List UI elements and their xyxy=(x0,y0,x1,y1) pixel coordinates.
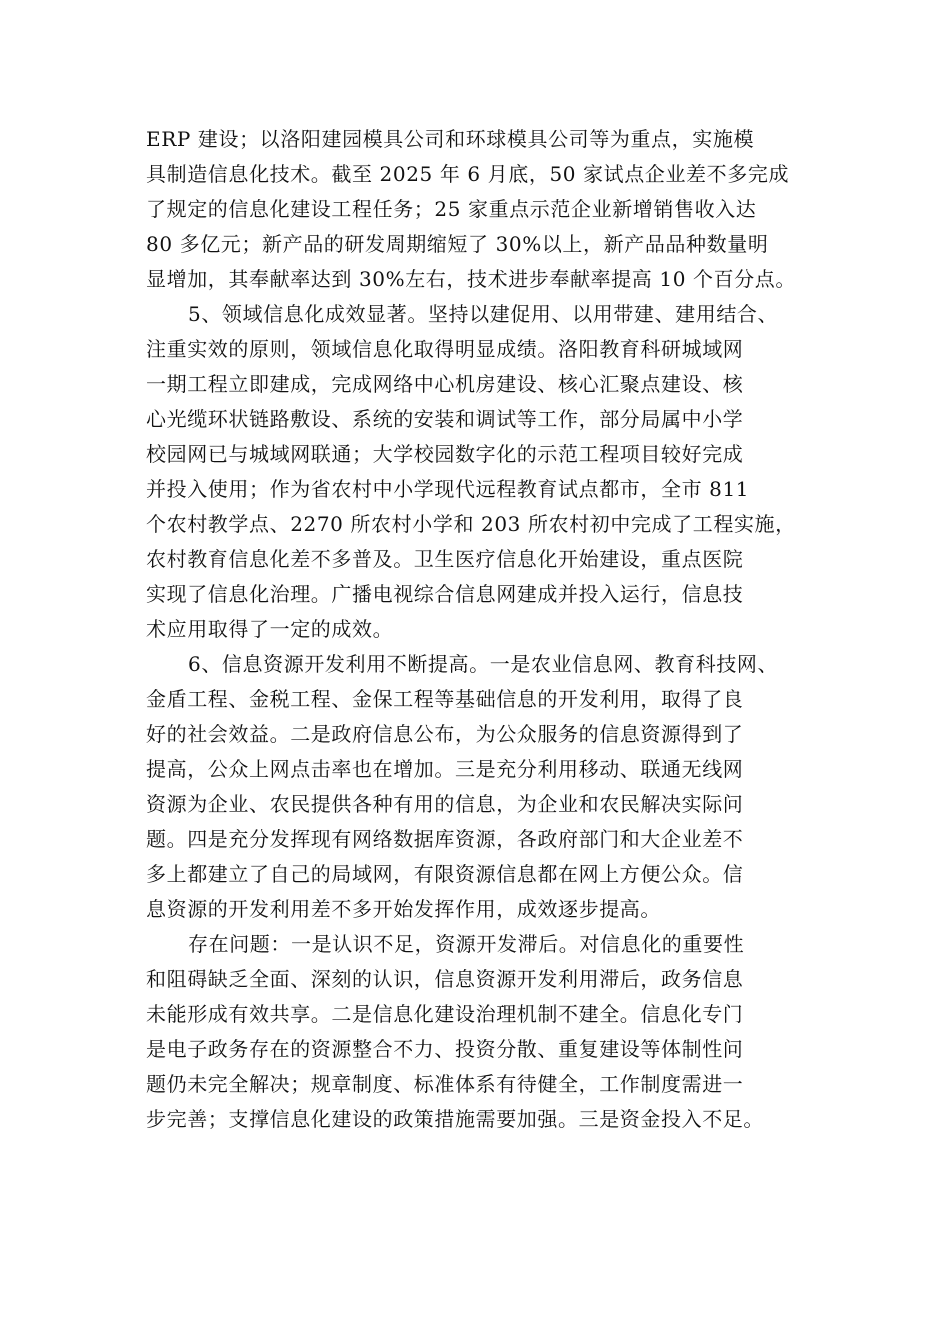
text-line: 80 多亿元；新产品的研发周期缩短了 30%以上，新产品品种数量明 xyxy=(146,232,769,256)
text-line: 心光缆环状链路敷设、系统的安装和调试等工作，部分局属中小学 xyxy=(146,407,744,431)
text-line: ERP 建设；以洛阳建园模具公司和环球模具公司等为重点，实施模 xyxy=(146,127,755,151)
paragraph-start-line: 5、领域信息化成效显著。坚持以建促用、以用带建、建用结合、 xyxy=(188,302,779,326)
text-line: 息资源的开发利用差不多开始发挥作用，成效逐步提高。 xyxy=(146,897,661,921)
text-line: 题。四是充分发挥现有网络数据库资源，各政府部门和大企业差不 xyxy=(146,827,744,851)
text-line: 校园网已与城域网联通；大学校园数字化的示范工程项目较好完成 xyxy=(146,442,744,466)
text-line: 资源为企业、农民提供各种有用的信息，为企业和农民解决实际问 xyxy=(146,792,744,816)
text-line: 实现了信息化治理。广播电视综合信息网建成并投入运行，信息技 xyxy=(146,582,744,606)
text-line: 显增加，其奉献率达到 30%左右，技术进步奉献率提高 10 个百分点。 xyxy=(146,267,796,291)
text-line: 个农村教学点、2270 所农村小学和 203 所农村初中完成了工程实施， xyxy=(146,512,796,536)
text-line: 金盾工程、金税工程、金保工程等基础信息的开发利用，取得了良 xyxy=(146,687,744,711)
text-line: 未能形成有效共享。二是信息化建设治理机制不建全。信息化专门 xyxy=(146,1002,744,1026)
paragraph-start-line: 存在问题：一是认识不足，资源开发滞后。对信息化的重要性 xyxy=(188,932,745,956)
text-line: 多上都建立了自己的局域网，有限资源信息都在网上方便公众。信 xyxy=(146,862,744,886)
text-line: 并投入使用；作为省农村中小学现代远程教育试点都市，全市 811 xyxy=(146,477,750,501)
text-line: 和阻碍缺乏全面、深刻的认识，信息资源开发利用滞后，政务信息 xyxy=(146,967,744,991)
body-text xyxy=(146,122,826,1137)
text-line: 步完善；支撑信息化建设的政策措施需要加强。三是资金投入不足。 xyxy=(146,1107,764,1131)
text-line: 具制造信息化技术。截至 2025 年 6 月底，50 家试点企业差不多完成 xyxy=(146,162,790,186)
text-line: 一期工程立即建成，完成网络中心机房建设、核心汇聚点建设、核 xyxy=(146,372,744,396)
text-line: 注重实效的原则，领域信息化取得明显成绩。洛阳教育科研城域网 xyxy=(146,337,744,361)
text-line: 农村教育信息化差不多普及。卫生医疗信息化开始建设，重点医院 xyxy=(146,547,744,571)
text-line: 题仍未完全解决；规章制度、标准体系有待健全，工作制度需进一 xyxy=(146,1072,744,1096)
text-line: 好的社会效益。二是政府信息公布，为公众服务的信息资源得到了 xyxy=(146,722,744,746)
text-line: 术应用取得了一定的成效。 xyxy=(146,617,394,641)
text-line: 是电子政务存在的资源整合不力、投资分散、重复建设等体制性问 xyxy=(146,1037,744,1061)
paragraph-start-line: 6、信息资源开发利用不断提高。一是农业信息网、教育科技网、 xyxy=(188,652,779,676)
text-line: 了规定的信息化建设工程任务；25 家重点示范企业新增销售收入达 xyxy=(146,197,757,221)
text-line: 提高，公众上网点击率也在增加。三是充分利用移动、联通无线网 xyxy=(146,757,744,781)
